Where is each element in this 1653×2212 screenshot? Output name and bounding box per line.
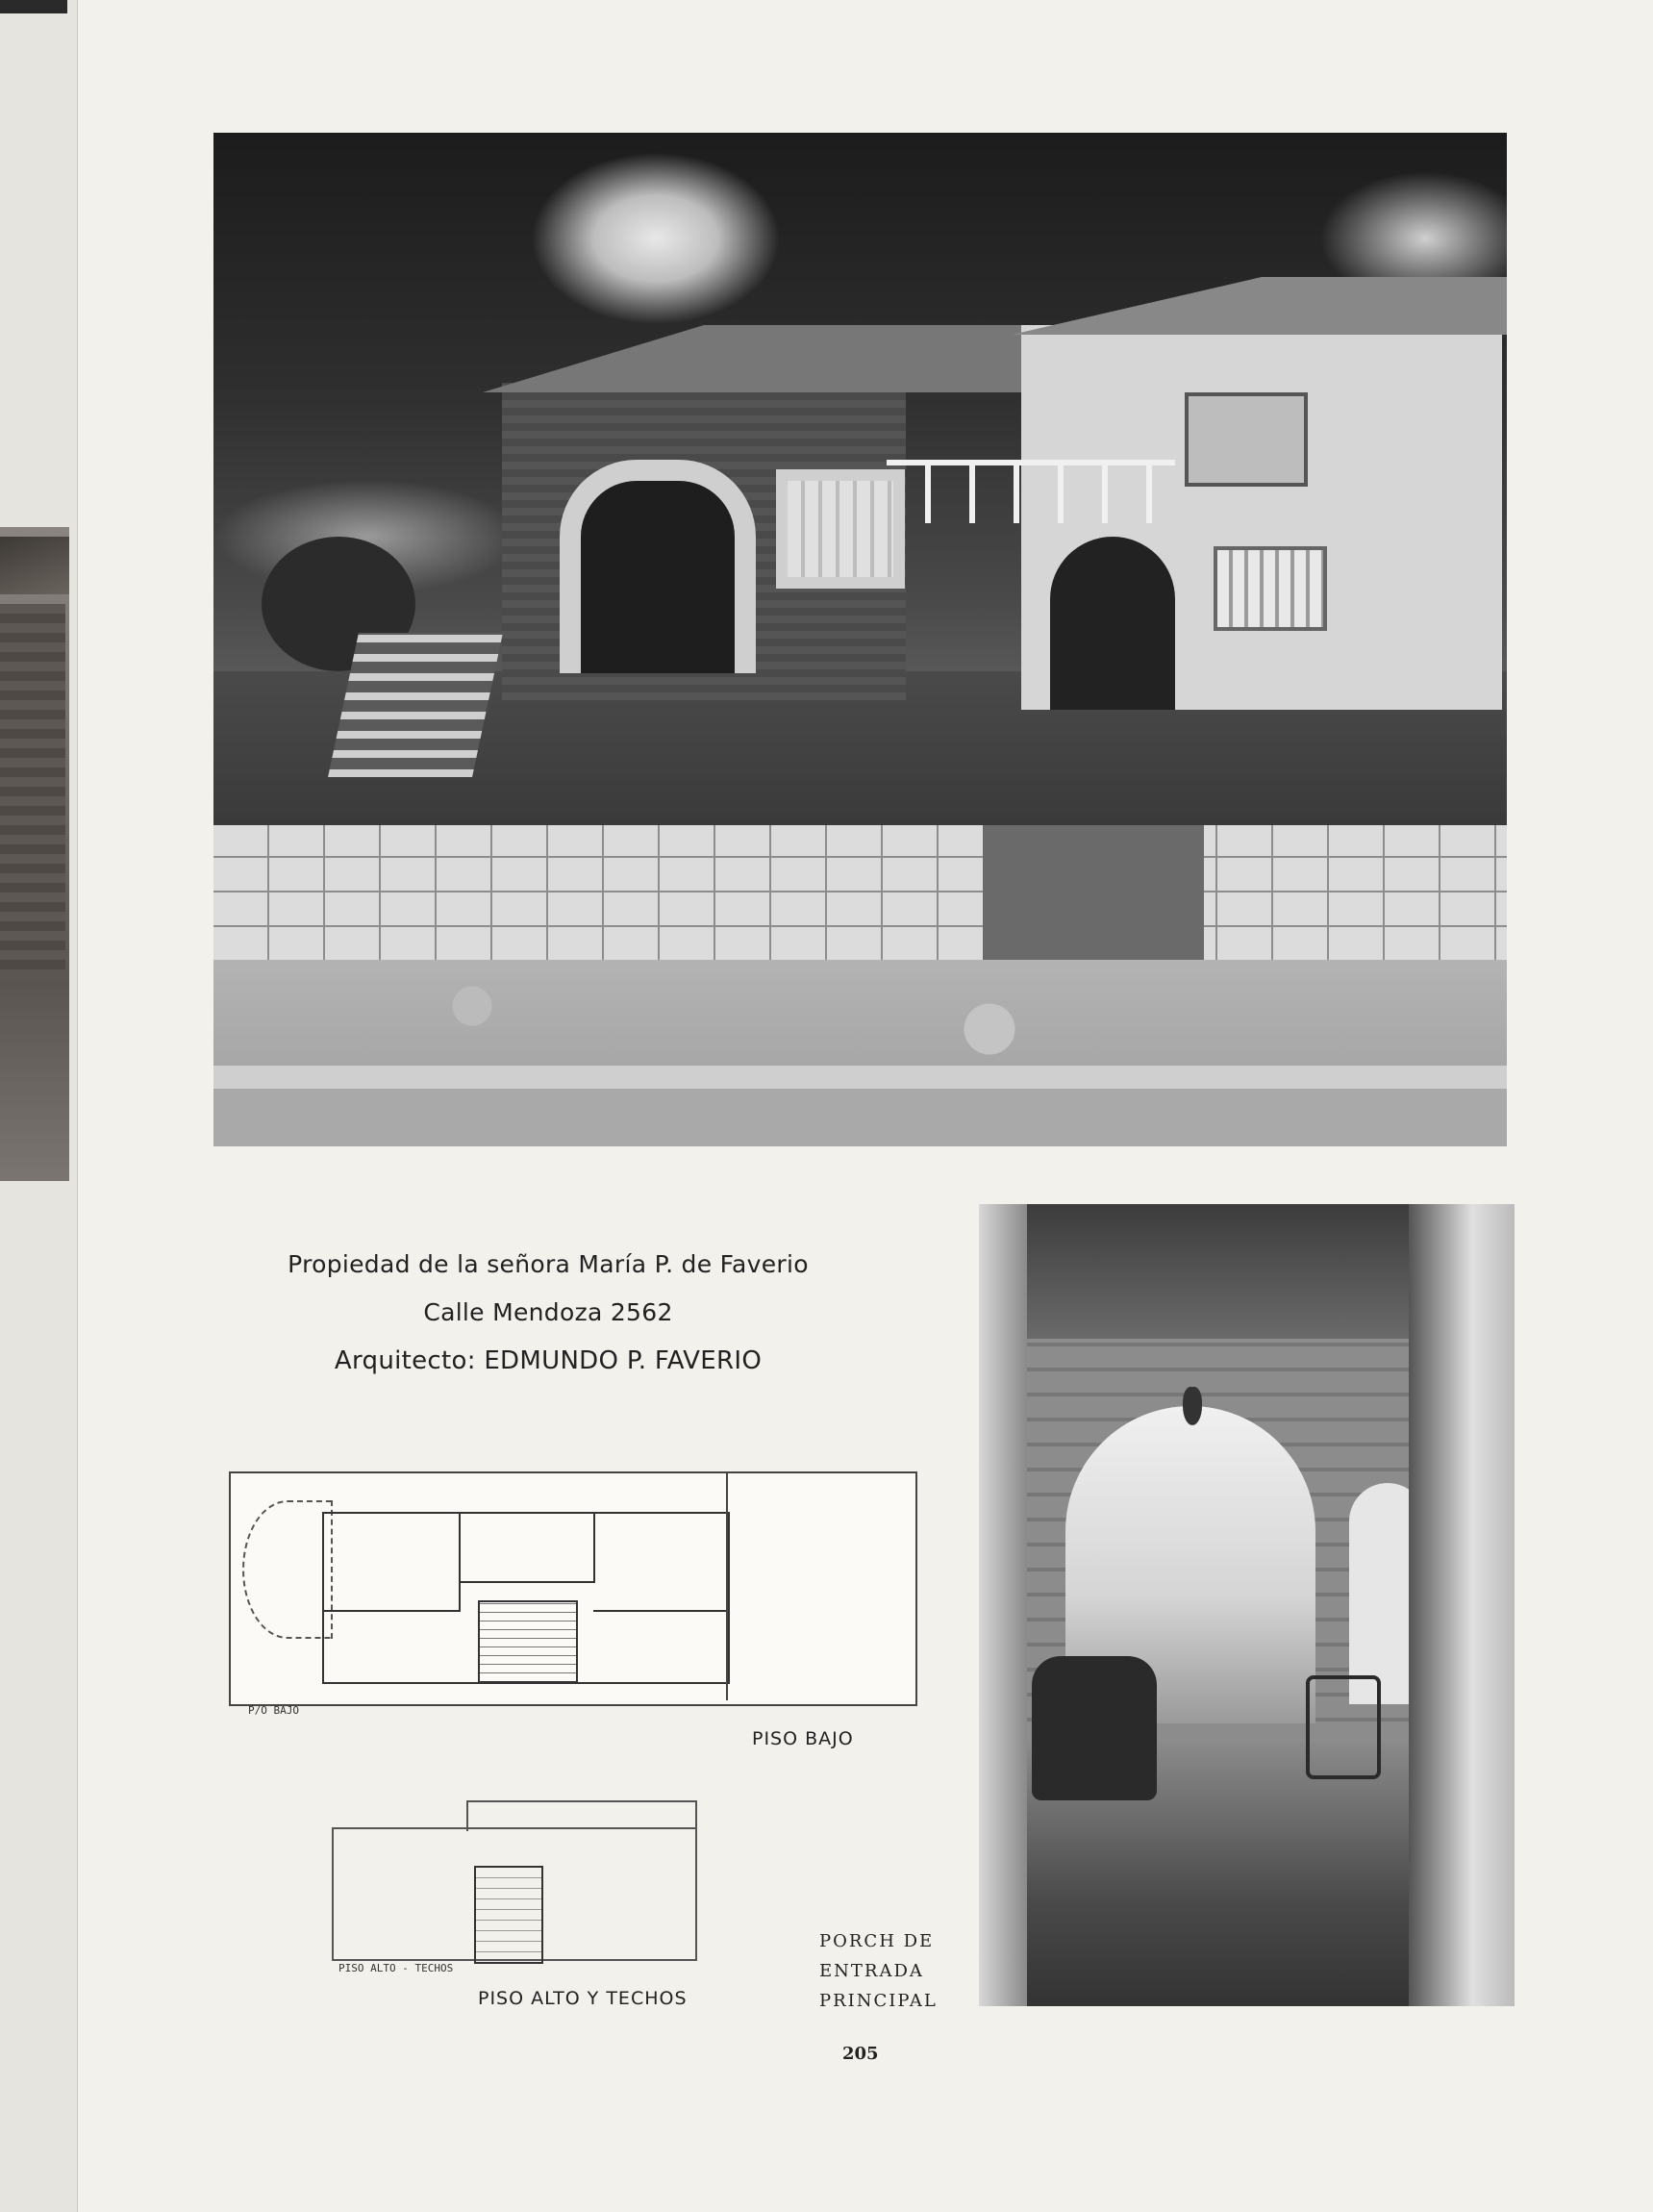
door-frame-left bbox=[979, 1204, 1027, 2006]
plan-garden-area bbox=[726, 1473, 915, 1700]
gate-opening bbox=[983, 825, 1204, 960]
balcony-railing bbox=[887, 460, 1175, 523]
plan-stair bbox=[478, 1600, 578, 1683]
porch-photo bbox=[979, 1204, 1515, 2006]
upper-plan-title: PISO ALTO Y TECHOS bbox=[478, 1988, 688, 2009]
porch-caption-line: ENTRADA bbox=[819, 1961, 924, 1981]
cloud bbox=[531, 152, 781, 325]
house-exterior-photo bbox=[213, 133, 1507, 1146]
ground-plan-title: PISO BAJO bbox=[752, 1728, 854, 1749]
hanging-lamp bbox=[1183, 1387, 1202, 1425]
porch-caption-line: PORCH DE bbox=[819, 1931, 935, 1951]
plan-rooms bbox=[322, 1512, 730, 1684]
stone-arch-entry bbox=[560, 460, 756, 673]
left-photo-brick-wall bbox=[0, 604, 65, 969]
caption-street-address: Calle Mendoza 2562 bbox=[423, 1298, 673, 1326]
upper-window bbox=[1185, 392, 1308, 487]
ground-plan-note: P/O BAJO bbox=[248, 1704, 299, 1717]
house-two-storey-wing bbox=[1021, 325, 1502, 710]
left-photo-roof bbox=[0, 537, 69, 594]
page-number: 205 bbox=[842, 2044, 879, 2064]
ground-window bbox=[1214, 546, 1327, 631]
left-page-photo-fragment bbox=[0, 527, 69, 1181]
stone-boundary-wall bbox=[213, 825, 1507, 960]
door-frame-right bbox=[1409, 1204, 1515, 2006]
house-brick-wing bbox=[502, 383, 906, 700]
porch-caption bbox=[819, 1926, 938, 2016]
flagstone-sidewalk bbox=[213, 960, 1507, 1075]
left-page-top-shadow bbox=[0, 0, 67, 13]
caption-owner: Propiedad de la señora María P. de Faverio bbox=[288, 1250, 809, 1278]
curb bbox=[213, 1066, 1507, 1089]
ground-floor-plan bbox=[229, 1471, 917, 1706]
tile-roof bbox=[1012, 277, 1507, 335]
caption-architect: Arquitecto: EDMUNDO P. FAVERIO bbox=[334, 1346, 763, 1375]
curved-stair-outline bbox=[242, 1500, 333, 1639]
front-window bbox=[776, 469, 905, 589]
chair bbox=[1306, 1675, 1381, 1779]
garden-stairs bbox=[328, 633, 503, 777]
upper-floor-plan bbox=[332, 1800, 695, 1959]
plan-room bbox=[324, 1514, 461, 1612]
left-page-edge bbox=[0, 0, 78, 2212]
porch-caption-line: PRINCIPAL bbox=[819, 1991, 938, 2011]
arched-porch bbox=[1050, 537, 1175, 710]
plan-room bbox=[459, 1514, 595, 1583]
plan-room bbox=[593, 1514, 726, 1612]
street bbox=[213, 1089, 1507, 1146]
armchair bbox=[1032, 1656, 1157, 1800]
upper-plan-note: PISO ALTO - TECHOS bbox=[338, 1962, 454, 1974]
plan-upper-room bbox=[474, 1866, 543, 1964]
